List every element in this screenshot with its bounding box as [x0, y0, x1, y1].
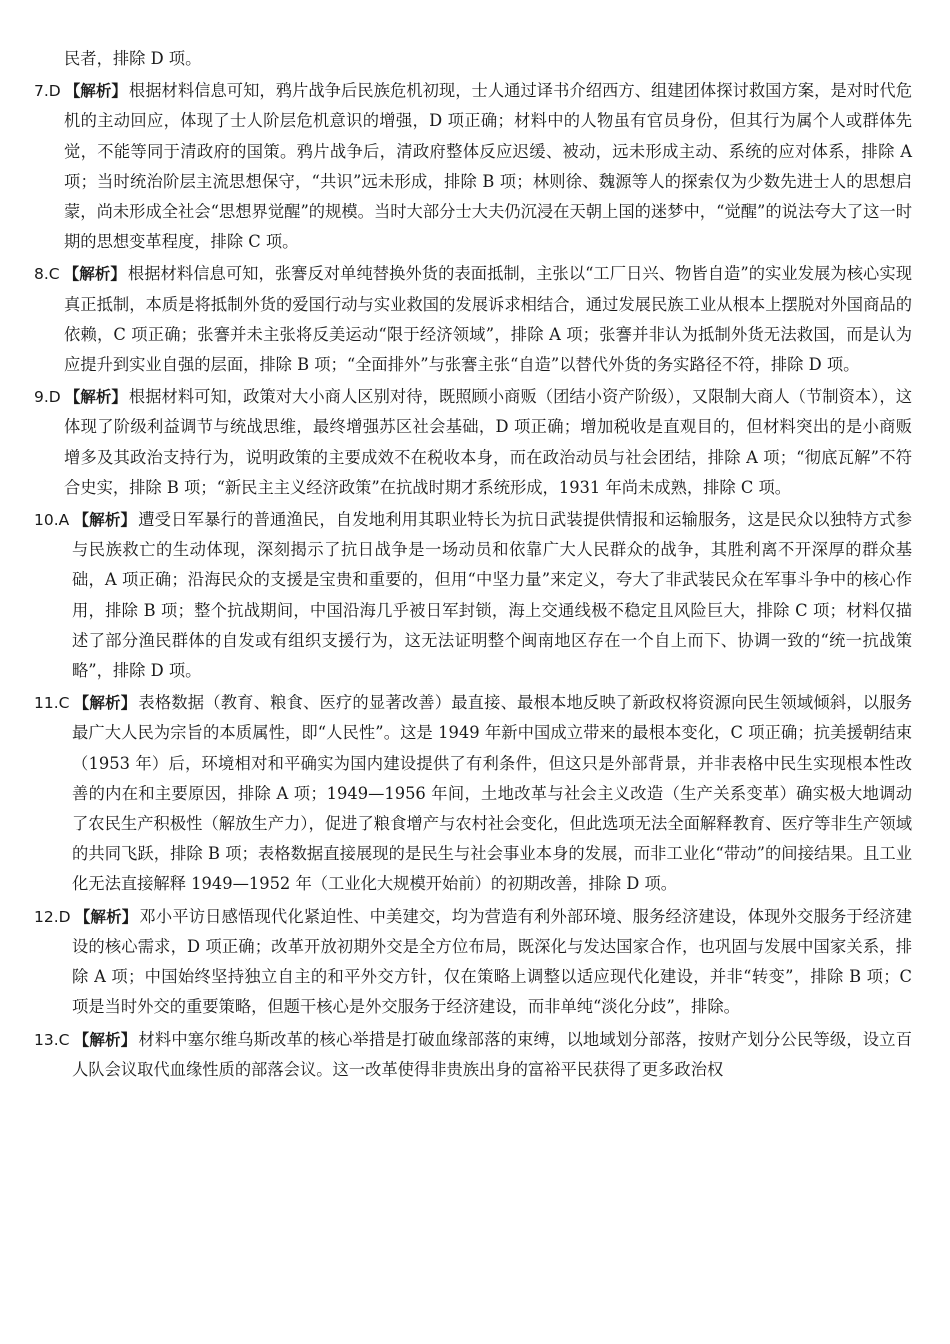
item-answer: D — [48, 82, 61, 101]
item-answer: C — [58, 1030, 70, 1049]
item-number: 9. — [34, 388, 49, 407]
item-text: 根据材料信息可知，张謇反对单纯替换外货的表面抵制，主张以“工厂日兴、物皆自造”的实业发展为核心实现真正抵制，本质是将抵制外货的爱国行动与实业救国的发展诉求相结合，通过发展民族工业从根本上摆脱对外国商品的依赖，C 项正确；张謇并未主张将反美运动“限于经济领域”，排除 A 项；张謇并非认为抵制外货无法救国，而是认为应提升到实业自强的层面，排除 B 项；“全面排外”与张謇主张“自造”以替代外货的务实路径不符，排除 D 项。 — [64, 264, 912, 375]
item-answer: D — [58, 907, 71, 926]
item-answer: C — [58, 694, 70, 713]
analysis-tag: 【解析】 — [63, 265, 126, 284]
item-answer: C — [48, 265, 60, 284]
item-number: 12. — [34, 907, 59, 926]
analysis-tag: 【解析】 — [73, 511, 137, 530]
item-text: 根据材料信息可知，鸦片战争后民族危机初现，士人通过译书介绍西方、组建团体探讨救国方案，是对时代危机的主动回应，体现了士人阶层危机意识的增强，D 项正确；材料中的人物虽有官员身份，但其行为属个人或群体先觉，不能等同于清政府的国策。鸦片战争后，清政府整体反应迟缓、被动，远未形成主动、系统的应对体系，排除 A 项；当时统治阶层主流思想保守，“共识”远未形成，排除 B 项；林则徐、魏源等人的探索仅为少数先进士人的思想启蒙，尚未形成全社会“思想界觉醒”的规模。当时大部分士大夫仍沉浸在天朝上国的迷梦中，“觉醒”的说法夸大了这一时期的思想变革程度，排除 C 项。 — [64, 81, 912, 252]
item-number: 11. — [34, 694, 59, 713]
continuation-text: 民者，排除 D 项。 — [64, 49, 202, 68]
item-number: 7. — [34, 82, 49, 101]
answer-item-8 — [34, 259, 912, 380]
answer-item-7 — [34, 76, 912, 257]
answer-item-13 — [34, 1025, 912, 1085]
answer-item-9 — [34, 382, 912, 503]
analysis-tag: 【解析】 — [73, 1030, 137, 1049]
item-text: 表格数据（教育、粮食、医疗的显著改善）最直接、最根本地反映了新政权将资源向民生领域倾斜，以服务最广大人民为宗旨的本质属性，即“人民性”。这是 1949 年新中国成立带来的最根本变化，C 项正确；抗美援朝结束（1953 年）后，环境相对和平确实为国内建设提供了有利条件，但这只是外部背景，并非表格中民生实现根本性改善的内在和主要原因，排除 A 项；1949—1956 年间，土地改革与社会主义改造（生产关系变革）确实极大地调动了农民生产积极性（解放生产力），促进了粮食增产与农村社会变化，但此选项无法全面解释教育、医疗等非生产领域的共同飞跃，排除 B 项；表格数据直接展现的是民生与社会事业本身的发展，而非工业化“带动”的间接结果。且工业化无法直接解释 1949—1952 年（工业化大规模开始前）的初期改善，排除 D 项。 — [72, 693, 912, 894]
analysis-tag: 【解析】 — [74, 907, 138, 926]
item-text: 根据材料可知，政策对大小商人区别对待，既照顾小商贩（团结小资产阶级），又限制大商人（节制资本），这体现了阶级利益调节与统战思维，最终增强苏区社会基础，D 项正确；增加税收是直观目的，但材料突出的是小商贩增多及其政治支持行为，说明政策的主要成效不在税收本身，而在政治动员与社会团结，排除 A 项；“彻底瓦解”不符合史实，排除 B 项；“新民主主义经济政策”在抗战时期才系统形成，1931 年尚未成熟，排除 C 项。 — [64, 387, 912, 497]
answer-item-12 — [34, 902, 912, 1023]
answer-item-11 — [34, 688, 912, 899]
analysis-tag: 【解析】 — [64, 388, 127, 407]
item-text: 材料中塞尔维乌斯改革的核心举措是打破血缘部落的束缚，以地域划分部落，按财产划分公民等级，设立百人队会议取代血缘性质的部落会议。这一改革使得非贵族出身的富裕平民获得了更多政治权 — [72, 1029, 912, 1079]
analysis-tag: 【解析】 — [64, 82, 127, 101]
analysis-tag: 【解析】 — [73, 694, 137, 713]
item-answer: A — [58, 511, 70, 530]
item-text: 邓小平访日感悟现代化紧迫性、中美建交，均为营造有利外部环境、服务经济建设，体现外交服务于经济建设的核心需求，D 项正确；改革开放初期外交是全方位布局，既深化与发达国家合作，也巩固与发展中国家关系，排除 A 项；中国始终坚持独立自主的和平外交方针，仅在策略上调整以适应现代化建设，并非“转变”，排除 B 项；C 项是当时外交的重要策略，但题干核心是外交服务于经济建设，而非单纯“淡化分歧”，排除。 — [72, 906, 912, 1017]
item-text: 遭受日军暴行的普通渔民，自发地利用其职业特长为抗日武装提供情报和运输服务，这是民众以独特方式参与民族救亡的生动体现，深刻揭示了抗日战争是一场动员和依靠广大人民群众的战争，其胜利离不开深厚的群众基础，A 项正确；沿海民众的支援是宝贵和重要的，但用“中坚力量”来定义，夸大了非武装民众在军事斗争中的核心作用，排除 B 项；整个抗战期间，中国沿海几乎被日军封锁，海上交通线极不稳定且风险巨大，排除 C 项；材料仅描述了部分渔民群体的自发或有组织支援行为，这无法证明整个闽南地区存在一个自上而下、协调一致的“统一抗战策略”，排除 D 项。 — [72, 510, 912, 681]
item-answer: D — [48, 388, 61, 407]
item-number: 8. — [34, 265, 49, 284]
item-number: 10. — [34, 511, 59, 530]
item-number: 13. — [34, 1030, 59, 1049]
answer-item-10 — [34, 505, 912, 686]
